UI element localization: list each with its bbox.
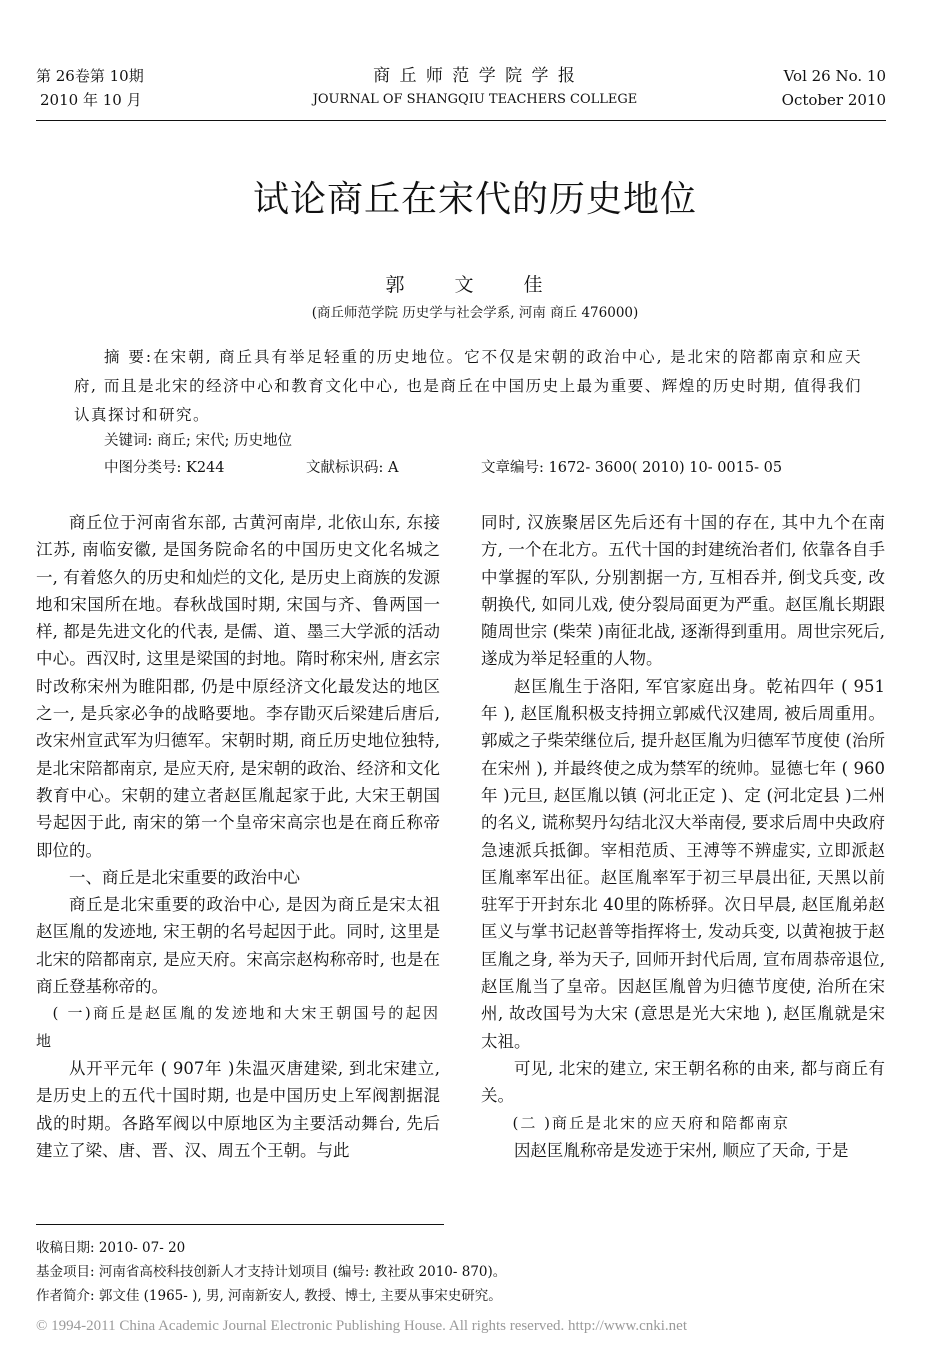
clc-number: 中图分类号: K244	[104, 460, 225, 476]
paragraph: 因赵匡胤称帝是发迹于宋州, 顺应了天命, 于是	[514, 1140, 849, 1160]
header-volume: 第 26卷第 10期	[36, 67, 144, 85]
document-code: 文献标识码: A	[306, 460, 399, 476]
author: 郭 文 佳	[385, 274, 565, 296]
affiliation: (商丘师范学院 历史学与社会学系, 河南 商丘 476000)	[311, 305, 639, 321]
header-date: 2010 年 10 月	[40, 91, 142, 109]
paragraph: 可见, 北宋的建立, 宋王朝名称的由来, 都与商丘有关。	[481, 1058, 885, 1106]
paragraph: 商丘位于河南省东部, 古黄河南岸, 北依山东, 东接江苏, 南临安徽, 是国务院命名的中国历史文化名城之一, 有着悠久的历史和灿烂的文化, 是历史上商族的发源地和宋国所在地。春秋战国时期, 宋国与齐、鲁两国一样, 都是先进文化的代表, 是儒、道、墨三大学派的活动中心。西汉时, 这里是梁国的封地。隋时称宋州, 唐玄宗时改称宋州为睢阳郡, 仍是中原经济文化最发达的地区之一, 是兵家必争的战略要地。李存勖灭后梁建后唐后, 改宋州宣武军为归德军。宋朝时期, 商丘历史地位独特, 是北宋陪都南京, 是应天府, 是宋朝的政治、经济和文化教育中心。宋朝的建立者赵匡胤起家于此, 大宋王朝国号起因于此, 南宋的第一个皇帝宋高宗也是在商丘称帝即位的。	[36, 513, 440, 860]
abstract	[74, 343, 862, 430]
paragraph: 赵匡胤生于洛阳, 军官家庭出身。乾祐四年 ( 951年 ), 赵匡胤积极支持拥立郭威代汉建周, 被后周重用。郭威之子柴荣继位后, 提升赵匡胤为归德军节度使 (治所在宋州 ), 并最终使之成为禁军的统帅。显德七年 ( 960年 )元旦, 赵匡胤以镇 (河北正定 )、定 (河北定县 )二州的名义, 谎称契丹勾结北汉大举南侵, 要求后周中央政府急速派兵抵御。宰相范质、王溥等不辨虚实, 立即派赵匡胤率军出征。赵匡胤率军于初三早晨出征, 天黑以前驻军于开封东北 40里的陈桥驿。次日早晨, 赵匡胤弟赵匡义与掌书记赵普等指挥将士, 发动兵变, 以黄袍披于赵匡胤之身, 举为天子, 回师开封代后周, 宣布周恭帝退位, 赵匡胤当了皇帝。因赵匡胤曾为归德节度使, 治所在宋州, 故改国号为大宋 (意思是光大宋地 ), 赵匡胤就是宋太祖。	[481, 676, 885, 1051]
footnote-author-bio: 作者简介: 郭文佳 (1965- ), 男, 河南新安人, 教授、博士, 主要从事宋史研究。	[36, 1288, 502, 1304]
subsection-heading: (二 )商丘是北宋的应天府和陪都南京	[512, 1113, 790, 1132]
header-rule	[36, 120, 886, 121]
footnote-rule	[36, 1224, 444, 1225]
subsection-heading: ( 一)商丘是赵匡胤的发迹地和大宋王朝国号的起因地	[36, 1004, 440, 1050]
header-journal-en: JOURNAL OF SHANGQIU TEACHERS COLLEGE	[312, 92, 638, 107]
footnote-received: 收稿日期: 2010- 07- 20	[36, 1240, 186, 1256]
section-heading: 一、商丘是北宋重要的政治中心	[69, 867, 300, 887]
paper-title: 试论商丘在宋代的历史地位	[252, 179, 697, 220]
paragraph: 商丘是北宋重要的政治中心, 是因为商丘是宋太祖赵匡胤的发迹地, 宋王朝的名号起因于此。同时, 这里是北宋的陪都南京, 是应天府。宋高宗赵构称帝时, 也是在商丘登基称帝的。	[36, 895, 440, 997]
header-date-en: October 2010	[781, 91, 886, 109]
paragraph: 同时, 汉族聚居区先后还有十国的存在, 其中九个在南方, 一个在北方。五代十国的封建统治者们, 依靠各自手中掌握的军队, 分别割据一方, 互相吞并, 倒戈兵变, 改朝换代, 如同儿戏, 使分裂局面更为严重。赵匡胤长期跟随周世宗 (柴荣 )南征北战, 逐渐得到重用。周世宗死后, 遂成为举足轻重的人物。	[481, 513, 885, 669]
header-vol-en: Vol 26 No. 10	[783, 67, 886, 85]
paragraph: 从开平元年 ( 907年 )朱温灭唐建梁, 到北宋建立, 是历史上的五代十国时期, 也是中国历史上军阀割据混战的时期。各路军阀以中原地区为主要活动舞台, 先后建立了梁、唐、晋、汉、周五个王朝。与此	[36, 1058, 440, 1160]
keywords: 关键词: 商丘; 宋代; 历史地位	[104, 433, 292, 449]
abstract-label: 摘 要:	[104, 348, 153, 366]
footnote-funding: 基金项目: 河南省高校科技创新人才支持计划项目 (编号: 教社政 2010- 870)。	[36, 1264, 507, 1280]
header-journal-cn: 商 丘 师 范 学 院 学 报	[373, 66, 577, 86]
abstract-text: 在宋朝, 商丘具有举足轻重的历史地位。它不仅是宋朝的政治中心, 是北宋的陪都南京和应天府, 而且是北宋的经济中心和教育文化中心, 也是商丘在中国历史上最为重要、辉煌的历史时期, 值得我们认真探讨和研究。	[74, 348, 862, 424]
article-number: 文章编号: 1672- 3600( 2010) 10- 0015- 05	[481, 460, 783, 476]
body-column-right	[481, 509, 885, 1164]
copyright-notice: © 1994-2011 China Academic Journal Electronic Publishing House. All rights reserved. http://www.cnki.net	[36, 1318, 688, 1334]
body-column-left	[36, 509, 440, 1164]
